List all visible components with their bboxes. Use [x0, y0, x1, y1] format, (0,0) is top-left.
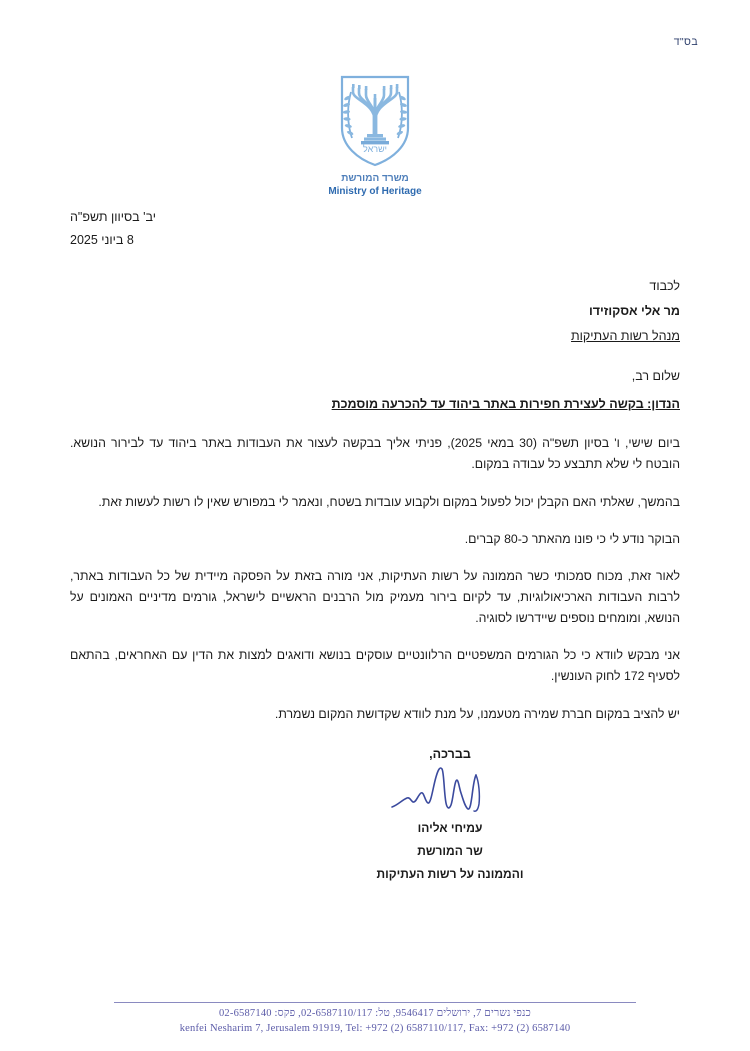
body-paragraph-1: ביום שישי, ו' בסיון תשפ"ה (30 במאי 2025), פניתי אליך בבקשה לעצור את העבודות באתר ביהוד עד לבירור הנושא. הובטח לי שלא תתבצע כל עבודה במקום. [70, 436, 680, 472]
gregorian-date: 8 ביוני 2025 [70, 233, 134, 248]
greeting: שלום רב, [631, 369, 680, 384]
ministry-name-hebrew: משרד המורשת [341, 173, 409, 184]
addressee-block [70, 274, 680, 349]
ministry-name-english: Ministry of Heritage [328, 185, 422, 197]
body-paragraph-6: יש להציב במקום חברת שמירה מטעמנו, על מנת לוודא שקדושת המקום נשמרת. [274, 706, 680, 721]
page-footer [40, 1002, 710, 1038]
signatory-name: עמיחי אליהו [417, 820, 483, 835]
footer-address-english: kenfei Nesharim 7, Jerusalem 91919, Tel: +972 (2) 6587110/117, Fax: +972 (2) 6587140 [179, 1023, 571, 1035]
israel-state-emblem-icon [336, 72, 414, 168]
footer-address-hebrew: כנפי נשרים 7, ירושלים 9546417, טל: 02-6587110/117, פקס: 02-6587140 [218, 1007, 532, 1019]
subject-line: הנדון: בקשה לעצירת חפירות באתר ביהוד עד להכרעה מוסמכת [331, 397, 680, 412]
addressee-to-label: לכבוד [649, 279, 680, 294]
signature-regards: בברכה, [429, 746, 471, 761]
letter-body [70, 206, 680, 887]
bsd-mark: בס"ד [673, 36, 698, 48]
body-paragraph-5: אני מבקש לוודא כי כל הגורמים המשפטיים הרלוונטיים עוסקים בנושא ודואגים למצות את הדין עם האחראים, בהתאם לסעיף 172 לחוק העונשין. [70, 648, 680, 684]
signatory-title-1: שר המורשת [417, 844, 483, 859]
body-paragraph-2: בהמשך, שאלתי האם הקבלן יכול לפעול במקום ולקבוע עובדות בשטח, ונאמר לי במפורש שאין לו רשות לעשות זאת. [98, 494, 680, 509]
body-paragraph-3: הבוקר נודע לי כי פונו מהאתר כ-80 קברים. [464, 531, 680, 546]
signatory-title-2: והממונה על רשות העתיקות [376, 867, 524, 882]
letterhead [0, 72, 750, 198]
handwritten-signature-icon [390, 763, 510, 815]
footer-divider [114, 1002, 637, 1003]
date-block [70, 206, 680, 252]
svg-text:ישראל: ישראל [363, 144, 387, 154]
signature-block [70, 747, 680, 887]
addressee-name: מר אלי אסקוזידו [588, 304, 680, 319]
hebrew-date: יב' בסיוון תשפ"ה [70, 210, 156, 224]
addressee-role: מנהל רשות העתיקות [571, 329, 680, 344]
body-paragraph-4: לאור זאת, מכוח סמכותי כשר הממונה על רשות העתיקות, אני מורה בזאת על הפסקה מיידית של כל העבודות באתר, לרבות העבודות הארכיאולוגיות, עד לקיום בירור מעמיק מול הרבנים הראשיים לישראל, גורמים מדיניים האמונים על הנושא, ומומחים נוספים שיידרשו לסוגיה. [70, 568, 680, 626]
